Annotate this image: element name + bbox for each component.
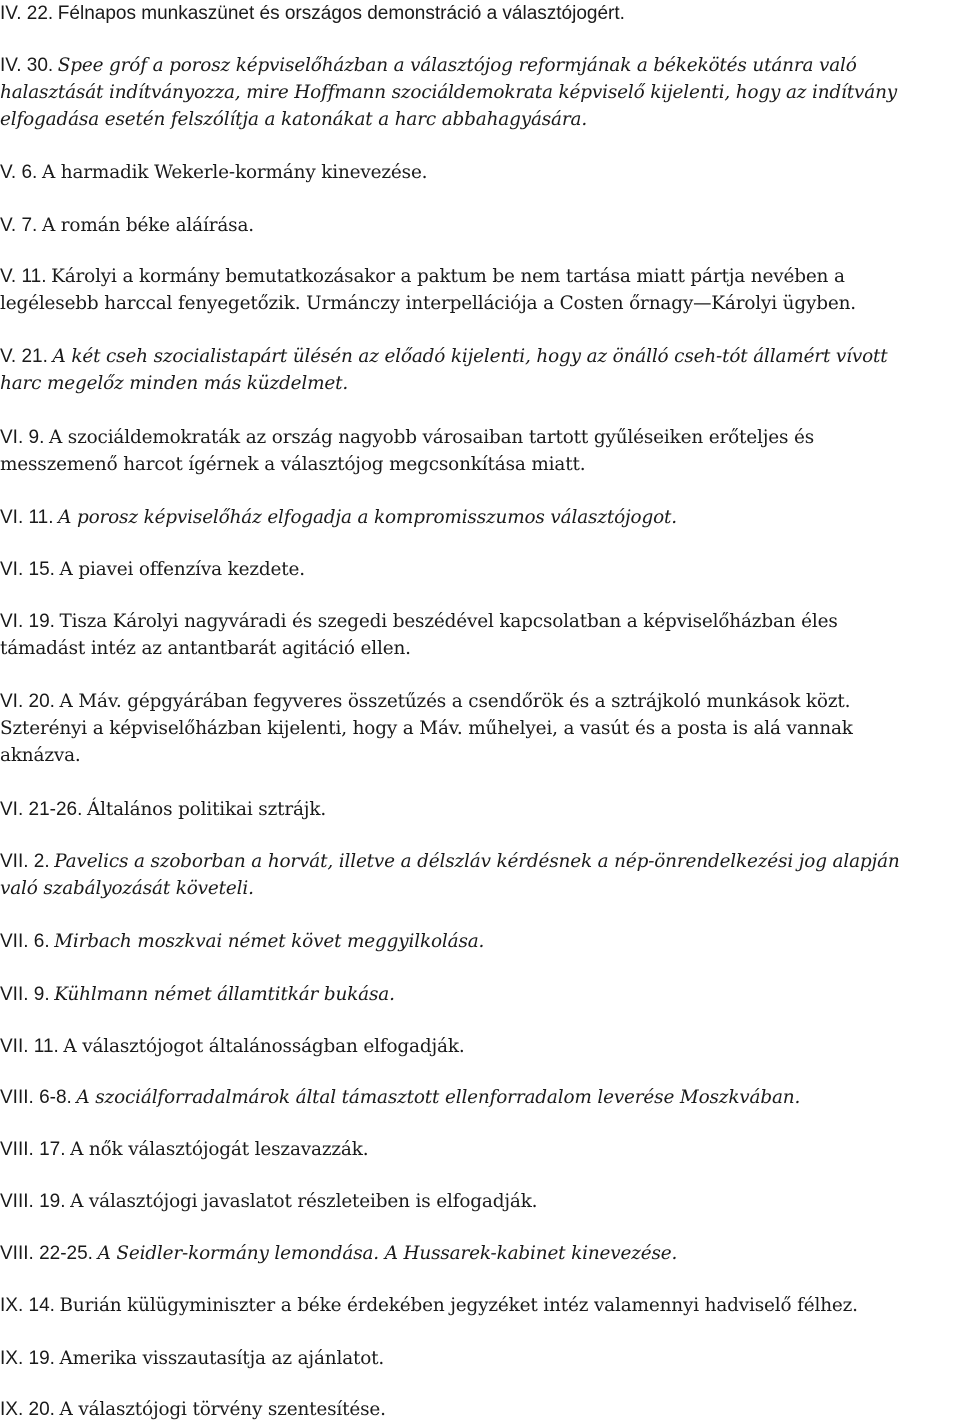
entry-vi-20 bbox=[0, 688, 958, 769]
entry-date: IX. 14. bbox=[0, 1295, 55, 1316]
entry-text: Pavelics a szoborban a horvát, illetve a délszláv kérdésnek a nép-önrendelkezési jog alapján bbox=[54, 851, 900, 872]
entry-text: Mirbach moszkvai német követ meggyilkolása. bbox=[54, 931, 485, 952]
entry-date: VI. 11. bbox=[0, 507, 54, 528]
entry-viii-17 bbox=[0, 1136, 958, 1163]
entry-v-7 bbox=[0, 212, 958, 239]
entry-text: A szociálforradalmárok által támasztott ellenforradalom leverése Moszkvában. bbox=[76, 1087, 801, 1108]
entry-text: A nők választójogát leszavazzák. bbox=[70, 1139, 369, 1160]
entry-iv-22 bbox=[0, 0, 958, 27]
entry-text: harc megelőz minden más küzdelmet. bbox=[0, 373, 349, 394]
entry-date: V. 6. bbox=[0, 162, 38, 183]
entry-v-11 bbox=[0, 263, 958, 317]
entry-date: IX. 19. bbox=[0, 1348, 55, 1369]
entry-date: VIII. 17. bbox=[0, 1139, 66, 1160]
entry-text: A porosz képviselőház elfogadja a kompromisszumos választójogot. bbox=[58, 507, 677, 528]
entry-vii-2 bbox=[0, 848, 958, 902]
entry-text: Kühlmann német államtitkár bukása. bbox=[54, 984, 395, 1005]
entry-ix-14 bbox=[0, 1292, 958, 1319]
entry-text: Tisza Károlyi nagyváradi és szegedi beszédével kapcsolatban a képviselőházban éles bbox=[59, 611, 838, 632]
entry-text: Károlyi a kormány bemutatkozásakor a paktum be nem tartása miatt pártja nevében a bbox=[51, 266, 845, 287]
entry-date: VIII. 6-8. bbox=[0, 1087, 72, 1108]
entry-text: A román béke aláírása. bbox=[41, 215, 254, 236]
entry-date: VII. 11. bbox=[0, 1036, 59, 1057]
entry-ix-20 bbox=[0, 1396, 958, 1423]
entry-text: aknázva. bbox=[0, 745, 81, 766]
entry-v-21 bbox=[0, 343, 958, 397]
entry-text: A választójogi törvény szentesítése. bbox=[59, 1399, 386, 1420]
entry-text: halasztását indítványozza, mire Hoffmann szociáldemokrata képviselő kijelenti, hogy az indítvány bbox=[0, 82, 897, 103]
entry-vi-21-26 bbox=[0, 796, 958, 823]
entry-date: VI. 19. bbox=[0, 611, 55, 632]
entry-text: A választójogi javaslatot részleteiben is elfogadják. bbox=[70, 1191, 538, 1212]
entry-text: Spee gróf a porosz képviselőházban a választójog reformjának a békekötés utánra való bbox=[57, 55, 857, 76]
entry-date: VII. 2. bbox=[0, 851, 50, 872]
entry-text: Szterényi a képviselőházban kijelenti, hogy a Máv. műhelyei, a vasút és a posta is alá vannak bbox=[0, 718, 853, 739]
entry-vi-11 bbox=[0, 504, 958, 531]
entry-date: VIII. 19. bbox=[0, 1191, 66, 1212]
entry-date: V. 21. bbox=[0, 346, 48, 367]
entry-v-6 bbox=[0, 159, 958, 186]
entry-date: V. 11. bbox=[0, 266, 47, 287]
entry-date: IX. 20. bbox=[0, 1399, 55, 1420]
entry-date: VI. 9. bbox=[0, 427, 45, 448]
entry-viii-19 bbox=[0, 1188, 958, 1215]
entry-viii-22-25 bbox=[0, 1240, 958, 1267]
entry-text: támadást intéz az antantbarát agitáció ellen. bbox=[0, 638, 411, 659]
entry-iv-30 bbox=[0, 52, 958, 133]
entry-text: Általános politikai sztrájk. bbox=[87, 799, 327, 820]
entry-text: A szociáldemokraták az ország nagyobb városaiban tartott gyűléseiken erőteljes és bbox=[48, 427, 815, 448]
entry-date: VI. 21-26. bbox=[0, 799, 83, 820]
entry-vi-19 bbox=[0, 608, 958, 662]
entry-text: A Seidler-kormány lemondása. A Hussarek-kabinet kinevezése. bbox=[97, 1243, 678, 1264]
entry-vi-9 bbox=[0, 424, 958, 478]
entry-text: messzemenő harcot ígérnek a választójog megcsonkítása miatt. bbox=[0, 454, 586, 475]
entry-text: való szabályozását követeli. bbox=[0, 878, 254, 899]
entry-date: IV. 30. bbox=[0, 55, 54, 76]
entry-date: VIII. 22-25. bbox=[0, 1243, 93, 1264]
entry-vii-9 bbox=[0, 981, 958, 1008]
entry-text: elfogadása esetén felszólítja a katonákat a harc abbahagyására. bbox=[0, 109, 588, 130]
entry-date: VII. 9. bbox=[0, 984, 50, 1005]
entry-date: VII. 6. bbox=[0, 931, 50, 952]
entry-text: A két cseh szocialistapárt ülésén az előadó kijelenti, hogy az önálló cseh-tót államért vívott bbox=[52, 346, 888, 367]
entry-text: A harmadik Wekerle-kormány kinevezése. bbox=[41, 162, 428, 183]
entry-vi-15 bbox=[0, 556, 958, 583]
entry-vii-11 bbox=[0, 1033, 958, 1060]
entry-date: VI. 20. bbox=[0, 691, 55, 712]
entry-date: V. 7. bbox=[0, 215, 38, 236]
entry-text: A piavei offenzíva kezdete. bbox=[59, 559, 305, 580]
entry-text: A Máv. gépgyárában fegyveres összetűzés a csendőrök és a sztrájkoló munkások közt. bbox=[59, 691, 851, 712]
entry-date: VI. 15. bbox=[0, 559, 55, 580]
entry-text: Amerika visszautasítja az ajánlatot. bbox=[59, 1348, 385, 1369]
entry-text: Burián külügyminiszter a béke érdekében jegyzéket intéz valamennyi hadviselő félhez. bbox=[59, 1295, 858, 1316]
entry-viii-6-8 bbox=[0, 1084, 958, 1111]
entry-text: A választójogot általánosságban elfogadják. bbox=[63, 1036, 465, 1057]
entry-text: legélesebb harccal fenyegetőzik. Urmánczy interpellációja a Costen őrnagy—Károlyi ügyben. bbox=[0, 293, 856, 314]
entry-ix-19 bbox=[0, 1345, 958, 1372]
entry-text: Félnapos munkaszünet és országos demonstráció a választójogért. bbox=[57, 3, 625, 24]
entry-vii-6 bbox=[0, 928, 958, 955]
entry-date: IV. 22. bbox=[0, 3, 54, 24]
